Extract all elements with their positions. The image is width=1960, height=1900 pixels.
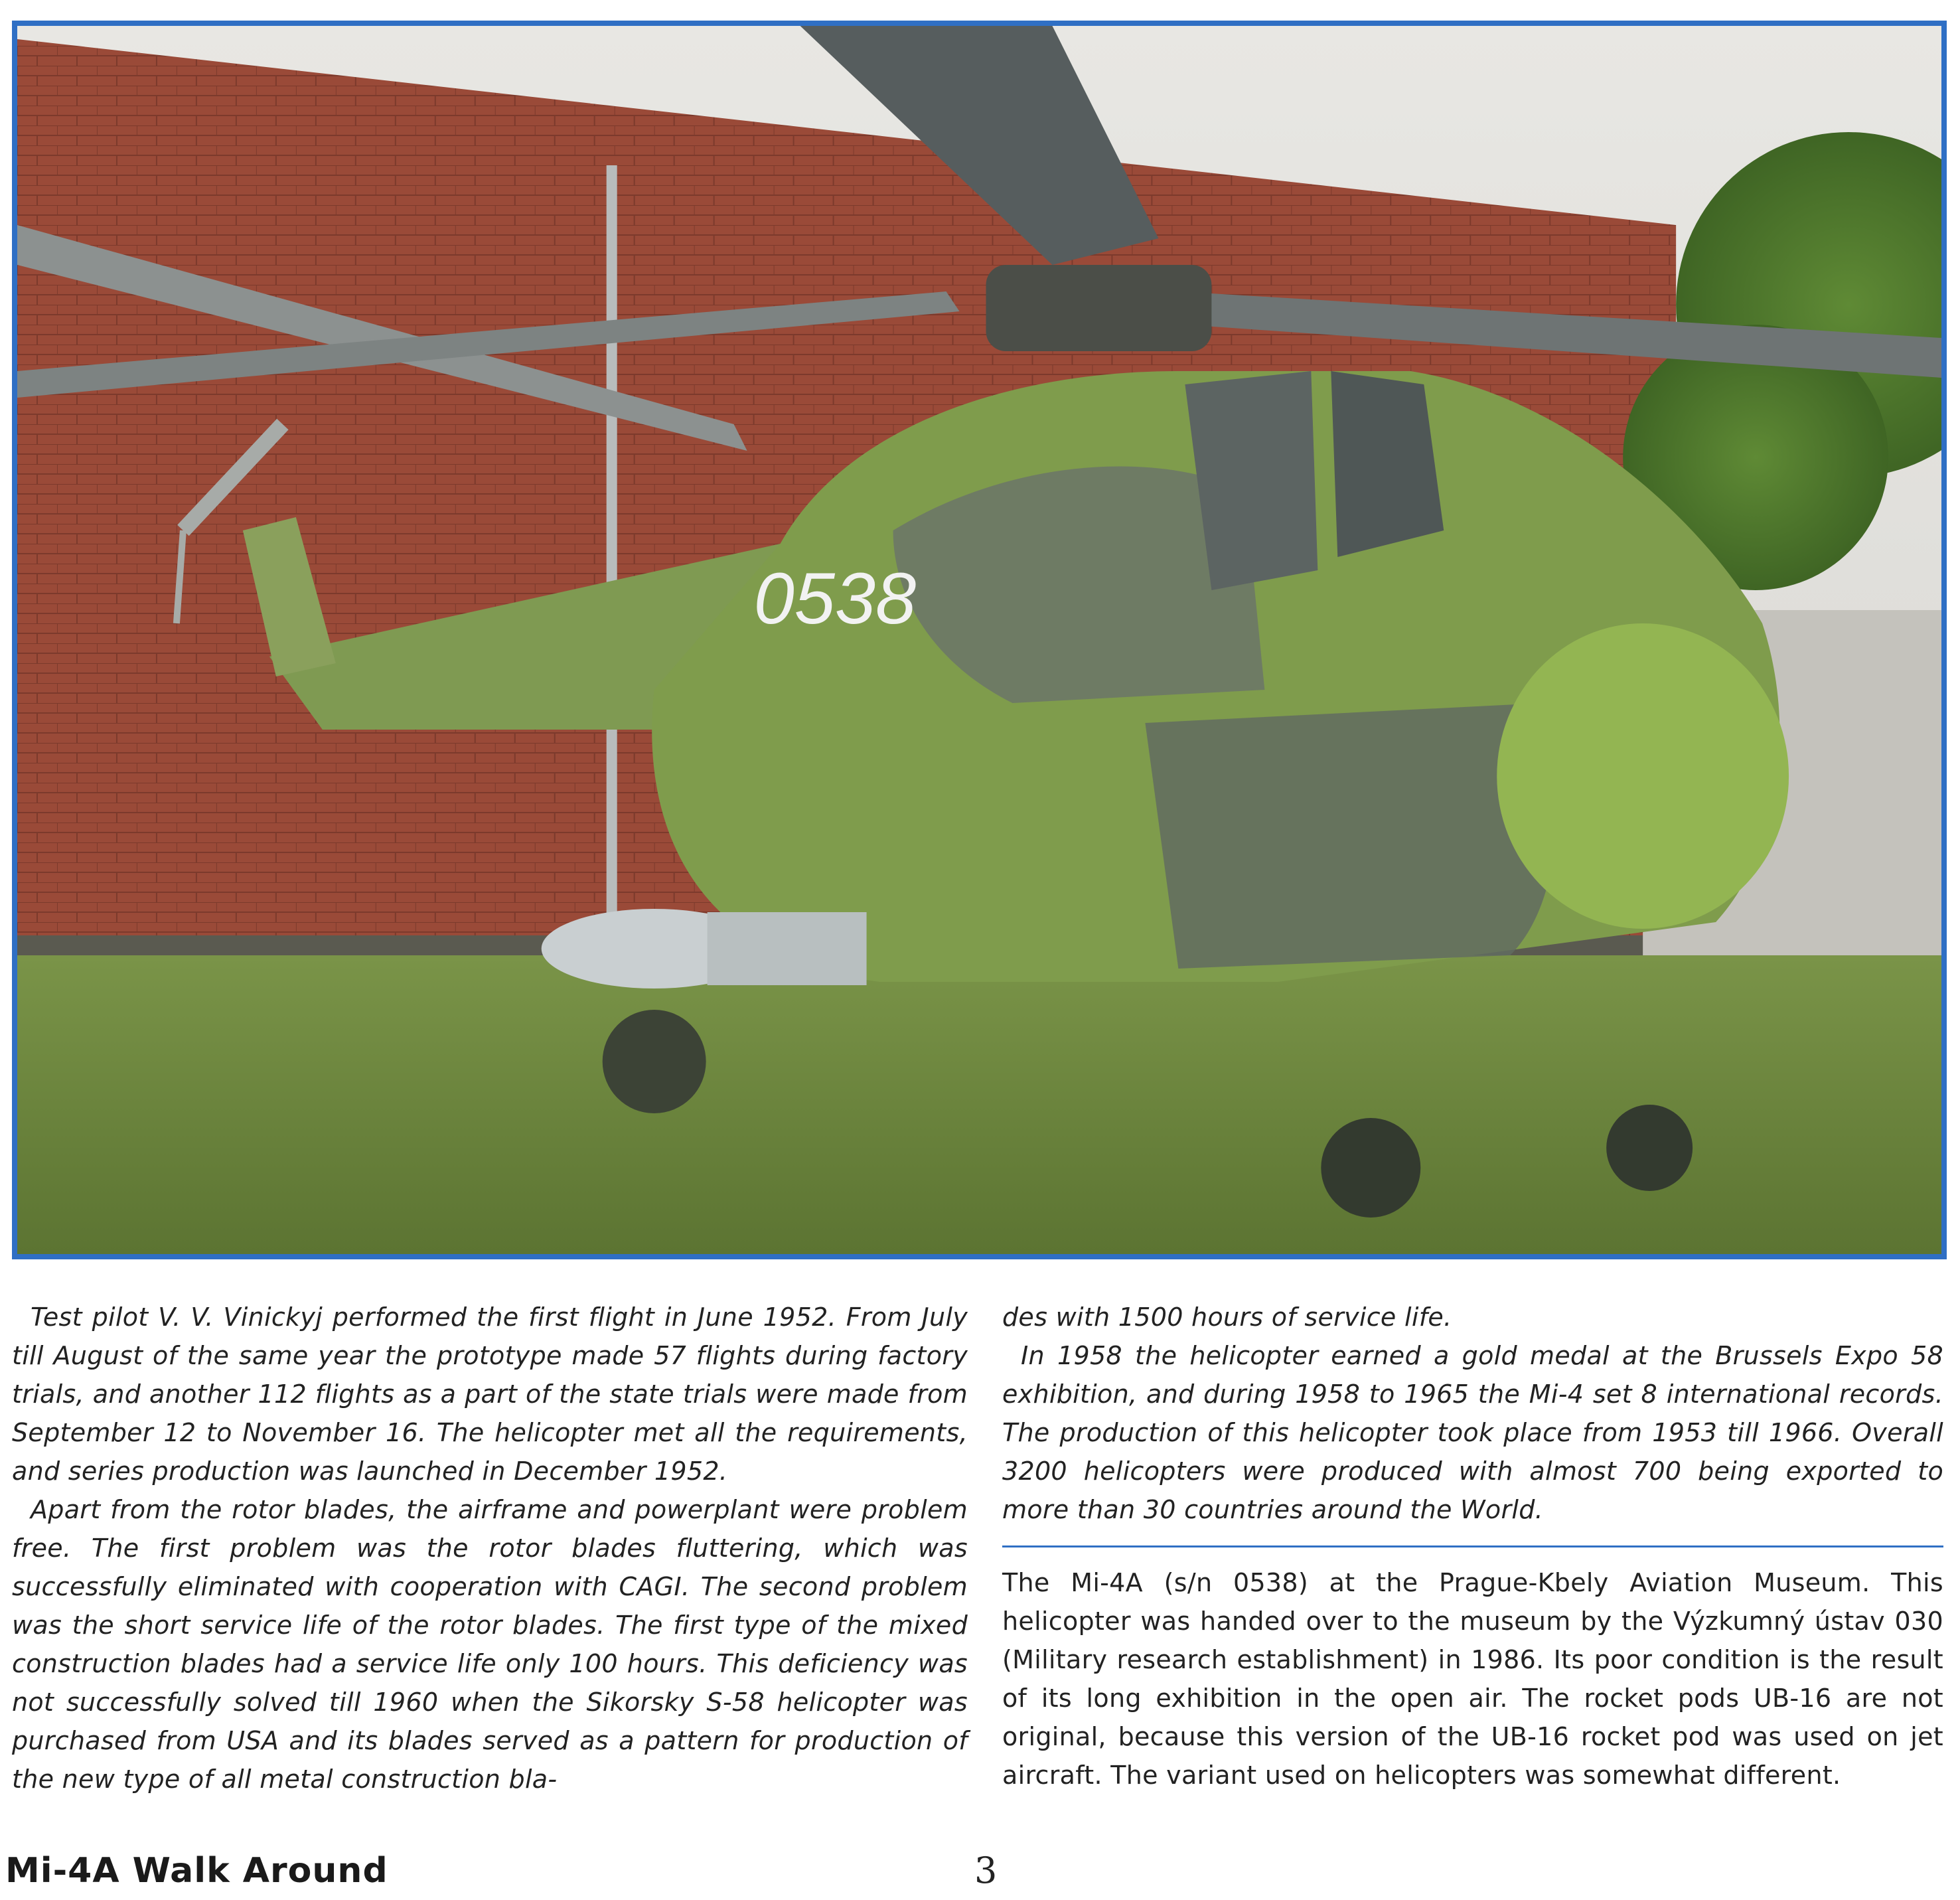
caption-text: The Mi-4A (s/n 0538) at the Prague-Kbely Aviation Museum. This helicopter was handed over to the museum by the Výzkumný ústav 030 (Military research establishment) in 1986. Its poor condition is the result of its long exhibition in the open air. The rocket pods UB-16 are not original, because this version of the UB-16 rocket pod was used on jet aircraft. The variant used on helicopters was somewhat different. bbox=[1002, 1568, 1943, 1790]
right-text-column bbox=[1002, 1298, 1943, 1529]
caption-divider bbox=[1002, 1545, 1943, 1547]
fuselage-number: 0538 bbox=[753, 557, 917, 640]
paragraph-rotor-blades: Apart from the rotor blades, the airframe and powerplant were problem free. The first problem was the rotor blades fluttering, which was successfully eliminated with cooperation with CAGI. The second problem was the short service life of the rotor blades. The first type of the mixed construction blades had a service life only 100 hours. This deficiency was not successfully solved till 1960 when the Sikorsky S-58 helicopter was purchased from USA and its blades served as a pattern for production of the new type of all metal construction bla- bbox=[12, 1495, 968, 1794]
paragraph-expo-records: In 1958 the helicopter earned a gold medal at the Brussels Expo 58 exhibition, and during 1958 to 1965 the Mi-4 set 8 international records. The production of this helicopter took place from 1953 till 1966. Overall 3200 helicopters were produced with almost 700 being exported to more than 30 countries around the World. bbox=[1002, 1341, 1943, 1524]
paragraph-first-flight: Test pilot V. V. Vinickyj performed the first flight in June 1952. From July till August of the same year the prototype made 57 flights during factory trials, and another 112 flights as a part of the state trials were made from September 12 to November 16. The helicopter met all the requirements, and series production was launched in December 1952. bbox=[12, 1303, 968, 1486]
page-number: 3 bbox=[974, 1850, 998, 1891]
helicopter-illustration bbox=[17, 26, 1941, 1254]
book-title: Mi-4A Walk Around bbox=[5, 1851, 388, 1891]
left-text-column bbox=[12, 1298, 968, 1798]
paragraph-service-life: des with 1500 hours of service life. bbox=[1002, 1303, 1452, 1332]
photo-caption bbox=[1002, 1563, 1943, 1794]
helicopter-photo bbox=[12, 21, 1947, 1259]
